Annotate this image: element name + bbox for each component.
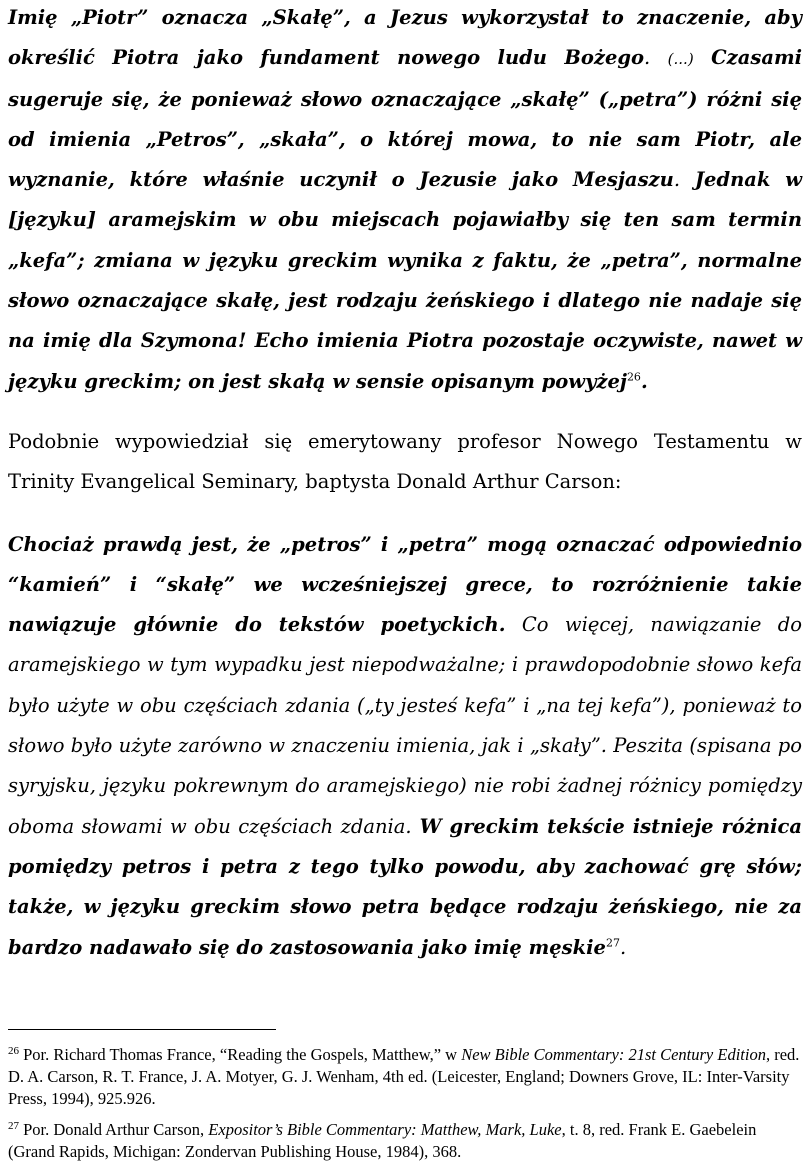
- footnote-title: New Bible Commentary: 21st Century Edition: [461, 1045, 766, 1064]
- footnote-number: 26: [8, 1045, 19, 1057]
- footnote-26: [8, 1044, 802, 1110]
- carson-final-period: .: [619, 935, 627, 959]
- carson-italic-part: Co więcej, nawiązanie do aramejskiego w tym wypadku jest niepodważalne; i prawdopodobnie słowo kefa było użyte w obu częściach zdania („ty jesteś kefa” i „na tej kefa”), ponieważ to słowo było użyte zarówno w znaczeniu imienia, jak i „skały”. Peszita (spisana po syryjsku, języku pokrewnym do aramejskiego) nie robi żadnej różnicy pomiędzy oboma słowami w obu częściach zdania.: [8, 613, 802, 838]
- carson-bold-part-2: W greckim tekście istnieje różnica pomiędzy petros i petra z tego tylko powodu, aby zachować grę słów; także, w języku greckim słowo petra będące rodzaju żeńskiego, nie za bardzo nadawało się do zastosowania jako imię męskie: [8, 814, 803, 959]
- quote-france-paragraph: [8, 0, 802, 402]
- footnote-text: Por. Donald Arthur Carson,: [19, 1120, 209, 1139]
- quote-final-period: .: [640, 369, 648, 393]
- footnote-text: , red. D. A. Carson, R. T. France, J. A. Motyer, G. J. Wenham, 4th ed. (Leicester, England; Downers Grove, IL: Inter-Varsity Press, 1994), 925.926.: [8, 1045, 800, 1108]
- quote-sentence-2: Czasami sugeruje się, że ponieważ słowo oznaczające „skałę” („petra”) różni się od imienia „Petros”, „skała”, o której mowa, to nie sam Piotr, ale wyznanie, które właśnie uczynił o Jezusie jako Mesjaszu: [8, 46, 802, 192]
- footnote-separator: [8, 1029, 276, 1030]
- footnote-ref-26[interactable]: 26: [626, 370, 641, 384]
- footnotes: [8, 1044, 802, 1172]
- carson-bold-part-1: Chociaż prawdą jest, że „petros” i „petra” mogą oznaczać odpowiednio “kamień” i “skałę” we wcześniejszej grece, to rozróżnienie takie nawiązuje głównie do tekstów poetyckich.: [8, 532, 802, 637]
- footnote-text: Por. Richard Thomas France, “Reading the Gospels, Matthew,” w: [19, 1045, 462, 1064]
- footnote-number: 27: [8, 1120, 19, 1132]
- quote-carson-paragraph: [8, 525, 802, 968]
- quote-sentence-1: Imię „Piotr” oznacza „Skałę”, a Jezus wykorzystał to znaczenie, aby określić Piotra jako fundament nowego ludu Bożego: [8, 6, 802, 70]
- footnote-text: , t. 8, red. Frank E. Gaebelein (Grand Rapids, Michigan: Zondervan Publishing House, 1984), 368.: [8, 1120, 757, 1161]
- footnote-27: [8, 1119, 802, 1163]
- quote-sentence-3: Jednak w [języku] aramejskim w obu miejscach pojawiałby się ten sam termin „kefa”; zmiana w języku greckim wynika z faktu, że „petra”, normalne słowo oznaczające skałę, jest rodzaju żeńskiego i dlatego nie nadaje się na imię dla Szymona! Echo imienia Piotra pozostaje oczywiste, nawet w języku greckim; on jest skałą w sensie opisanym powyżej: [8, 168, 802, 393]
- intro-carson-paragraph: Podobnie wypowiedział się emerytowany profesor Nowego Testamentu w Trinity Evangelical Seminary, baptysta Donald Arthur Carson:: [8, 429, 802, 494]
- document-page: [8, 0, 802, 968]
- omission-ellipsis: (...): [667, 50, 694, 69]
- footnote-title: Expositor’s Bible Commentary: Matthew, Mark, Luke: [208, 1120, 562, 1139]
- quote-sentence-1-period: .: [644, 46, 651, 70]
- quote-sentence-2-period: .: [673, 168, 681, 192]
- footnote-ref-27[interactable]: 27: [605, 936, 620, 950]
